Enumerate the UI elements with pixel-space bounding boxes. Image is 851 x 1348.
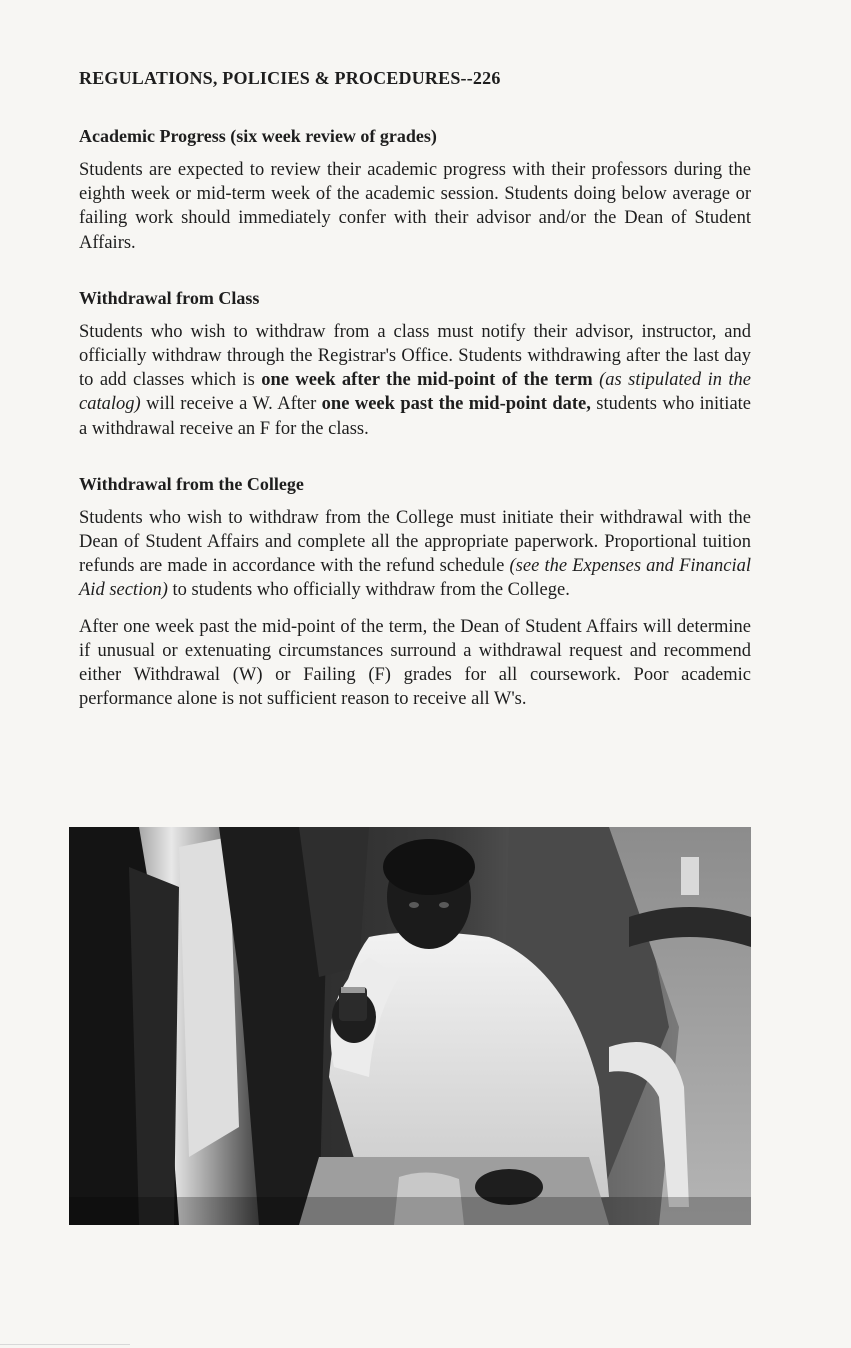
paragraph-academic-progress: Students are expected to review their academic progress with their professors during the eighth week or mid-term week of the academic session. Students doing below average or failing work should immediately confer with their advisor and/or the Dean of Student Affairs. bbox=[79, 160, 751, 253]
heading-withdrawal-from-college: Withdrawal from the College bbox=[79, 473, 304, 494]
photograph-student-seated-holding-cup-icon bbox=[69, 827, 751, 1225]
text-run: Students who wish to withdraw from the College must initiate their withdrawal with the Dean of Student Affairs and complete all the appropriate paperwork. Proportional tuition refunds are made in accordance with the refund schedule bbox=[79, 507, 751, 577]
running-head: REGULATIONS, POLICIES & PROCEDURES--226 bbox=[79, 68, 501, 88]
heading-withdrawal-from-class: Withdrawal from Class bbox=[79, 287, 260, 308]
italic-run-stipulated: (as stipulated in the catalog) bbox=[79, 370, 752, 415]
heading-academic-progress: Academic Progress (six week review of grades) bbox=[79, 126, 437, 146]
text-run: Students who wish to withdraw from a class must notify their advisor, instructor, and officially withdraw through the Registrar's Office. Students withdrawing after the last day to add classes which is bbox=[79, 321, 751, 391]
paragraph-withdrawal-from-college bbox=[79, 506, 751, 603]
italic-run-expenses-section: (see the Expenses and Financial Aid section) bbox=[79, 556, 751, 601]
paragraph-withdrawal-from-class bbox=[79, 320, 751, 441]
text-run: will receive a W. After bbox=[140, 394, 322, 415]
text-run: students who initiate a withdrawal receive an F for the class. bbox=[79, 394, 752, 439]
bold-run-mid-point-date: one week past the mid-point date, bbox=[321, 394, 591, 415]
text-run: to students who officially withdraw from the College. bbox=[167, 580, 570, 601]
bold-run-mid-point-term: one week after the mid-point of the term bbox=[261, 370, 593, 391]
document-page bbox=[79, 64, 751, 742]
paragraph-dean-determination: After one week past the mid-point of the term, the Dean of Student Affairs will determine if unusual or extenuating circumstances surround a withdrawal request and recommend either Withdrawal (W) or Failing (F) grades for all coursework. Poor academic performance alone is not sufficient reason to receive all W's. bbox=[79, 616, 751, 710]
student-photo bbox=[69, 827, 751, 1225]
bottom-edge-rule bbox=[0, 1344, 130, 1345]
